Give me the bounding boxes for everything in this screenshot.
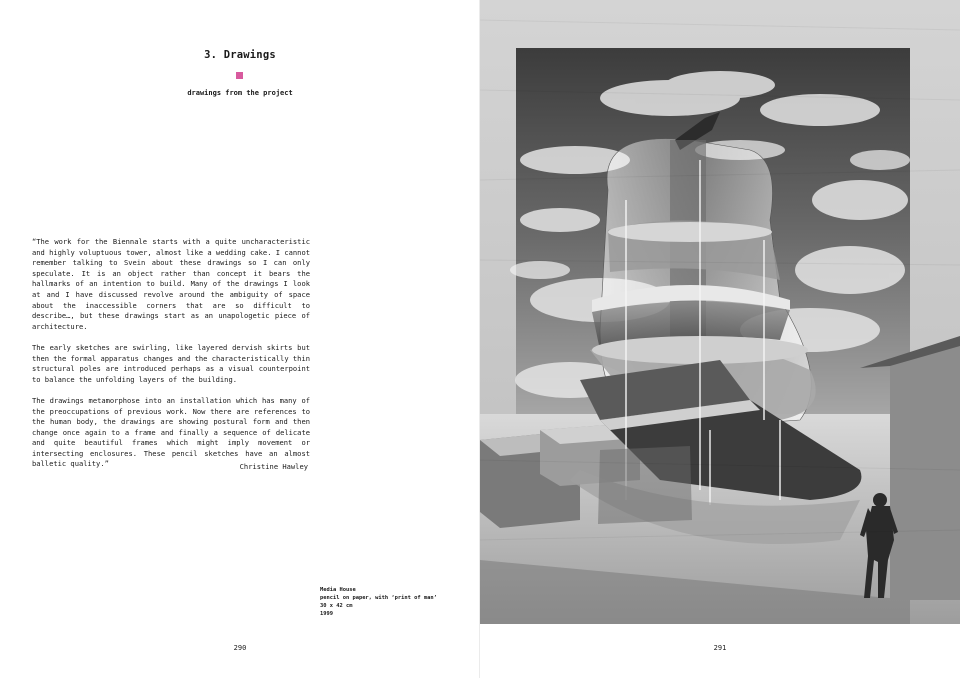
media-house-drawing bbox=[480, 0, 960, 624]
page-number-right: 291 bbox=[713, 644, 727, 652]
quote-author: Christine Hawley bbox=[239, 462, 308, 471]
caption-medium: pencil on paper, with ‘print of man’ bbox=[320, 595, 437, 601]
page-number-left: 290 bbox=[233, 644, 247, 652]
accent-square-marker bbox=[236, 72, 243, 79]
right-page bbox=[480, 0, 960, 678]
quote-paragraph-2: The early sketches are swirling, like layered dervish skirts but then the formal apparatus changes and the characteristically thin structural poles are introduced perhaps as a visual counterpoint to balance the unfolding layers of the building. bbox=[32, 342, 310, 384]
caption-size: 30 x 42 cm bbox=[320, 603, 353, 609]
drawing-caption bbox=[320, 586, 437, 618]
chapter-title: 3. Drawings bbox=[204, 49, 276, 61]
quote-paragraph-3: The drawings metamorphose into an installation which has many of the preoccupations of previous work. Now there are references to the human body, the drawings are showing postural form and then change once again to a frame and finally a sequence of delicate and quite beautiful frames which might imply movement or intersecting enclosures. These pencil sketches have an almost balletic quality.” bbox=[32, 395, 310, 469]
quote-paragraph-1: “The work for the Biennale starts with a quite uncharacteristic and highly voluptuous tower, almost like a wedding cake. I cannot remember talking to Svein about these drawings so I can only speculate. It is an object rather than concept it bears the hallmarks of an intention to build. Many of the drawings I look at and I have discussed revolve around the ambiguity of space about the inaccessible corners that are so difficult to describe…, but these drawings start as an unapologetic piece of architecture. bbox=[32, 237, 310, 331]
caption-title: Media House bbox=[320, 587, 356, 593]
caption-year: 1999 bbox=[320, 611, 333, 617]
chapter-subtitle: drawings from the project bbox=[187, 89, 293, 97]
quote-body bbox=[32, 237, 310, 481]
